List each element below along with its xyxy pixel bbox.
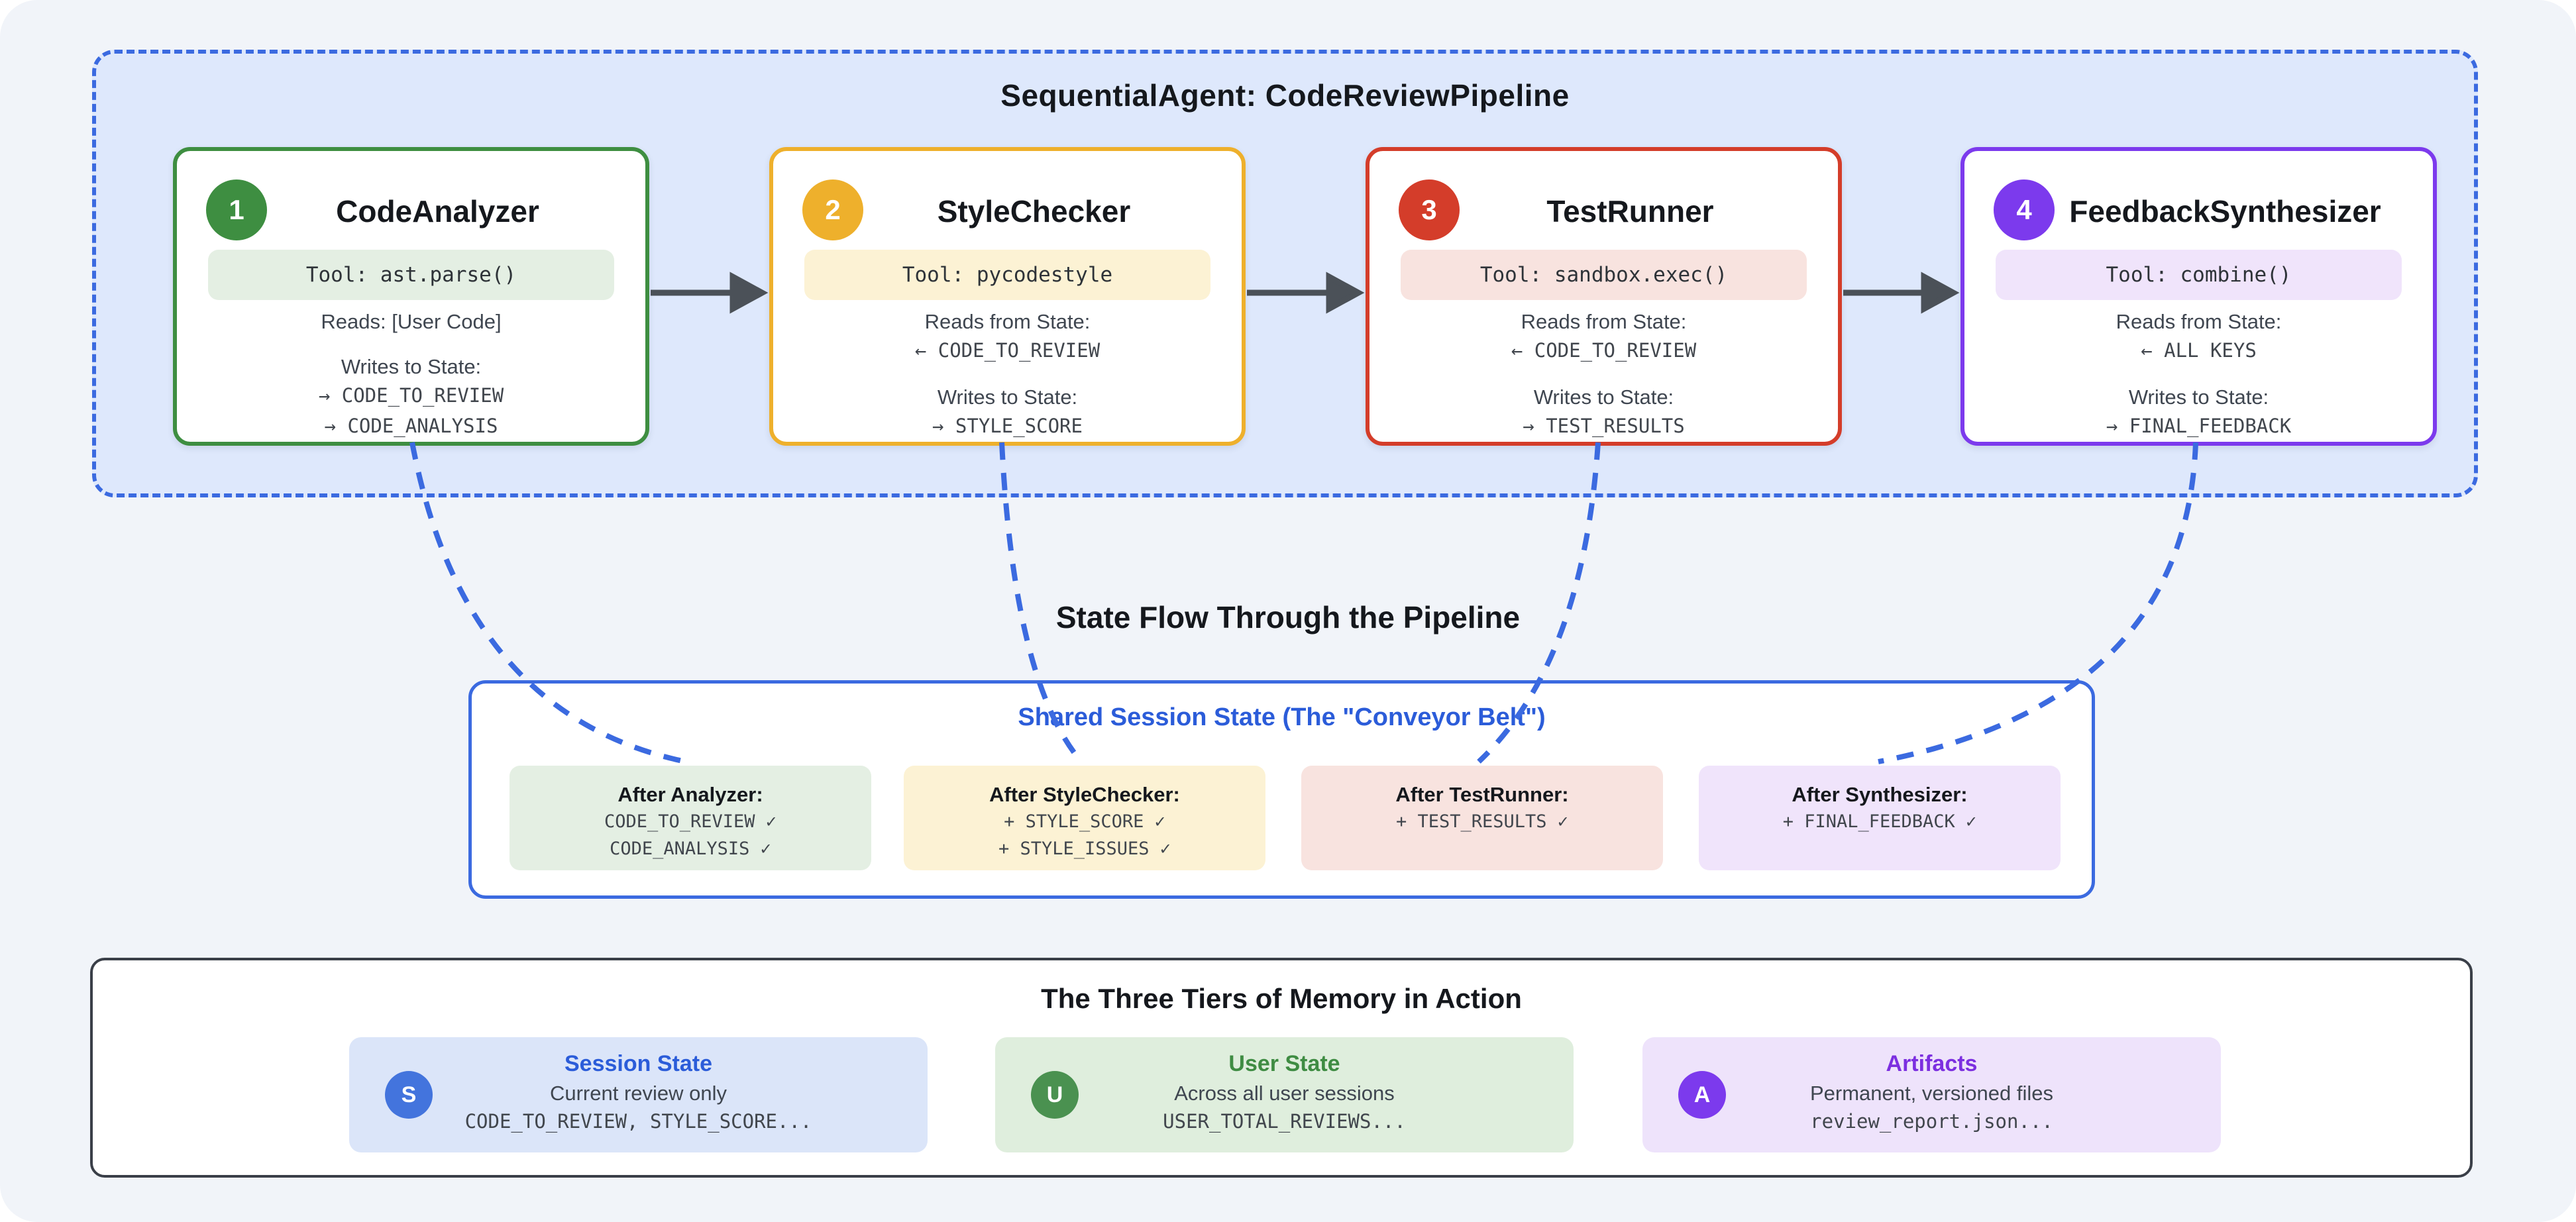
tier-example-keys: CODE_TO_REVIEW, STYLE_SCORE... bbox=[464, 1110, 812, 1133]
memory-tiers-title: The Three Tiers of Memory in Action bbox=[1041, 983, 1522, 1014]
writes-item: → CODE_TO_REVIEW bbox=[318, 384, 504, 407]
agent-name: StyleChecker bbox=[937, 194, 1131, 229]
state-chip-title: After TestRunner: bbox=[1395, 783, 1569, 806]
reads-label: Reads from State: bbox=[924, 310, 1091, 333]
agent-name: TestRunner bbox=[1546, 194, 1714, 229]
writes-label: Writes to State: bbox=[2128, 385, 2269, 409]
user-state-badge: U bbox=[1031, 1071, 1079, 1119]
tier-name: Session State bbox=[564, 1051, 712, 1076]
reads-label: Reads from State: bbox=[2116, 310, 2282, 333]
tier-chip-user-state bbox=[995, 1037, 1574, 1152]
state-key: CODE_ANALYSIS ✓ bbox=[610, 839, 771, 859]
agent-name: FeedbackSynthesizer bbox=[2069, 194, 2381, 229]
state-chip-after-synthesizer bbox=[1699, 766, 2061, 870]
agent-card-body bbox=[1376, 300, 1831, 440]
tool-chip: Tool: sandbox.exec() bbox=[1401, 250, 1807, 300]
writes-item: → TEST_RESULTS bbox=[1523, 415, 1685, 437]
writes-label: Writes to State: bbox=[937, 385, 1078, 409]
agent-card-body bbox=[1971, 300, 2426, 440]
state-chip-title: After StyleChecker: bbox=[989, 783, 1180, 806]
reads-label: Reads: [User Code] bbox=[321, 310, 502, 333]
tool-chip: Tool: pycodestyle bbox=[804, 250, 1210, 300]
tier-description: Across all user sessions bbox=[1174, 1082, 1395, 1105]
state-key: + TEST_RESULTS ✓ bbox=[1395, 811, 1569, 832]
state-flow-title: State Flow Through the Pipeline bbox=[1055, 600, 1521, 635]
reads-item: ← CODE_TO_REVIEW bbox=[1511, 339, 1697, 362]
tier-chip-session-state bbox=[349, 1037, 928, 1152]
state-chip-title: After Synthesizer: bbox=[1792, 783, 1968, 806]
tool-chip: Tool: combine() bbox=[1996, 250, 2402, 300]
agent-card-stylechecker bbox=[769, 147, 1246, 446]
memory-tiers-box bbox=[90, 958, 2473, 1178]
state-chip-after-stylechecker bbox=[904, 766, 1265, 870]
tier-name: User State bbox=[1228, 1051, 1340, 1076]
artifacts-badge: A bbox=[1678, 1071, 1726, 1119]
state-key: + STYLE_SCORE ✓ bbox=[1004, 811, 1165, 832]
agent-card-codeanalyzer bbox=[173, 147, 649, 446]
tier-description: Permanent, versioned files bbox=[1809, 1082, 2054, 1105]
tier-chip-artifacts bbox=[1642, 1037, 2221, 1152]
step-2-badge: 2 bbox=[802, 179, 863, 240]
tier-description: Current review only bbox=[549, 1082, 727, 1105]
shared-session-state-box bbox=[468, 680, 2095, 899]
tier-example-keys: review_report.json... bbox=[1810, 1110, 2053, 1133]
writes-item: → CODE_ANALYSIS bbox=[324, 415, 498, 437]
agent-card-feedbacksynthesizer bbox=[1960, 147, 2437, 446]
sequential-agent-container bbox=[92, 50, 2478, 497]
writes-label: Writes to State: bbox=[1533, 385, 1674, 409]
reads-label: Reads from State: bbox=[1521, 310, 1687, 333]
tier-name: Artifacts bbox=[1886, 1051, 1978, 1076]
step-1-badge: 1 bbox=[206, 179, 267, 240]
state-key: CODE_TO_REVIEW ✓ bbox=[604, 811, 777, 832]
agent-card-testrunner bbox=[1366, 147, 1842, 446]
pipeline-title: SequentialAgent: CodeReviewPipeline bbox=[1000, 78, 1570, 113]
agent-name: CodeAnalyzer bbox=[336, 194, 539, 229]
writes-item: → FINAL_FEEDBACK bbox=[2106, 415, 2292, 437]
agent-card-body bbox=[780, 300, 1235, 440]
reads-item: ← ALL KEYS bbox=[2141, 339, 2257, 362]
agent-card-body bbox=[184, 300, 639, 440]
tool-chip: Tool: ast.parse() bbox=[208, 250, 614, 300]
state-key: + FINAL_FEEDBACK ✓ bbox=[1782, 811, 1977, 832]
step-3-badge: 3 bbox=[1399, 179, 1460, 240]
reads-item: ← CODE_TO_REVIEW bbox=[914, 339, 1100, 362]
step-4-badge: 4 bbox=[1994, 179, 2055, 240]
tier-example-keys: USER_TOTAL_REVIEWS... bbox=[1163, 1110, 1406, 1133]
session-state-badge: S bbox=[385, 1071, 433, 1119]
state-chip-title: After Analyzer: bbox=[617, 783, 763, 806]
writes-item: → STYLE_SCORE bbox=[932, 415, 1083, 437]
state-chip-after-analyzer bbox=[510, 766, 871, 870]
shared-session-state-title: Shared Session State (The "Conveyor Belt") bbox=[1018, 703, 1546, 731]
state-chip-after-testrunner bbox=[1301, 766, 1663, 870]
state-key: + STYLE_ISSUES ✓ bbox=[998, 839, 1171, 859]
writes-label: Writes to State: bbox=[341, 355, 482, 378]
